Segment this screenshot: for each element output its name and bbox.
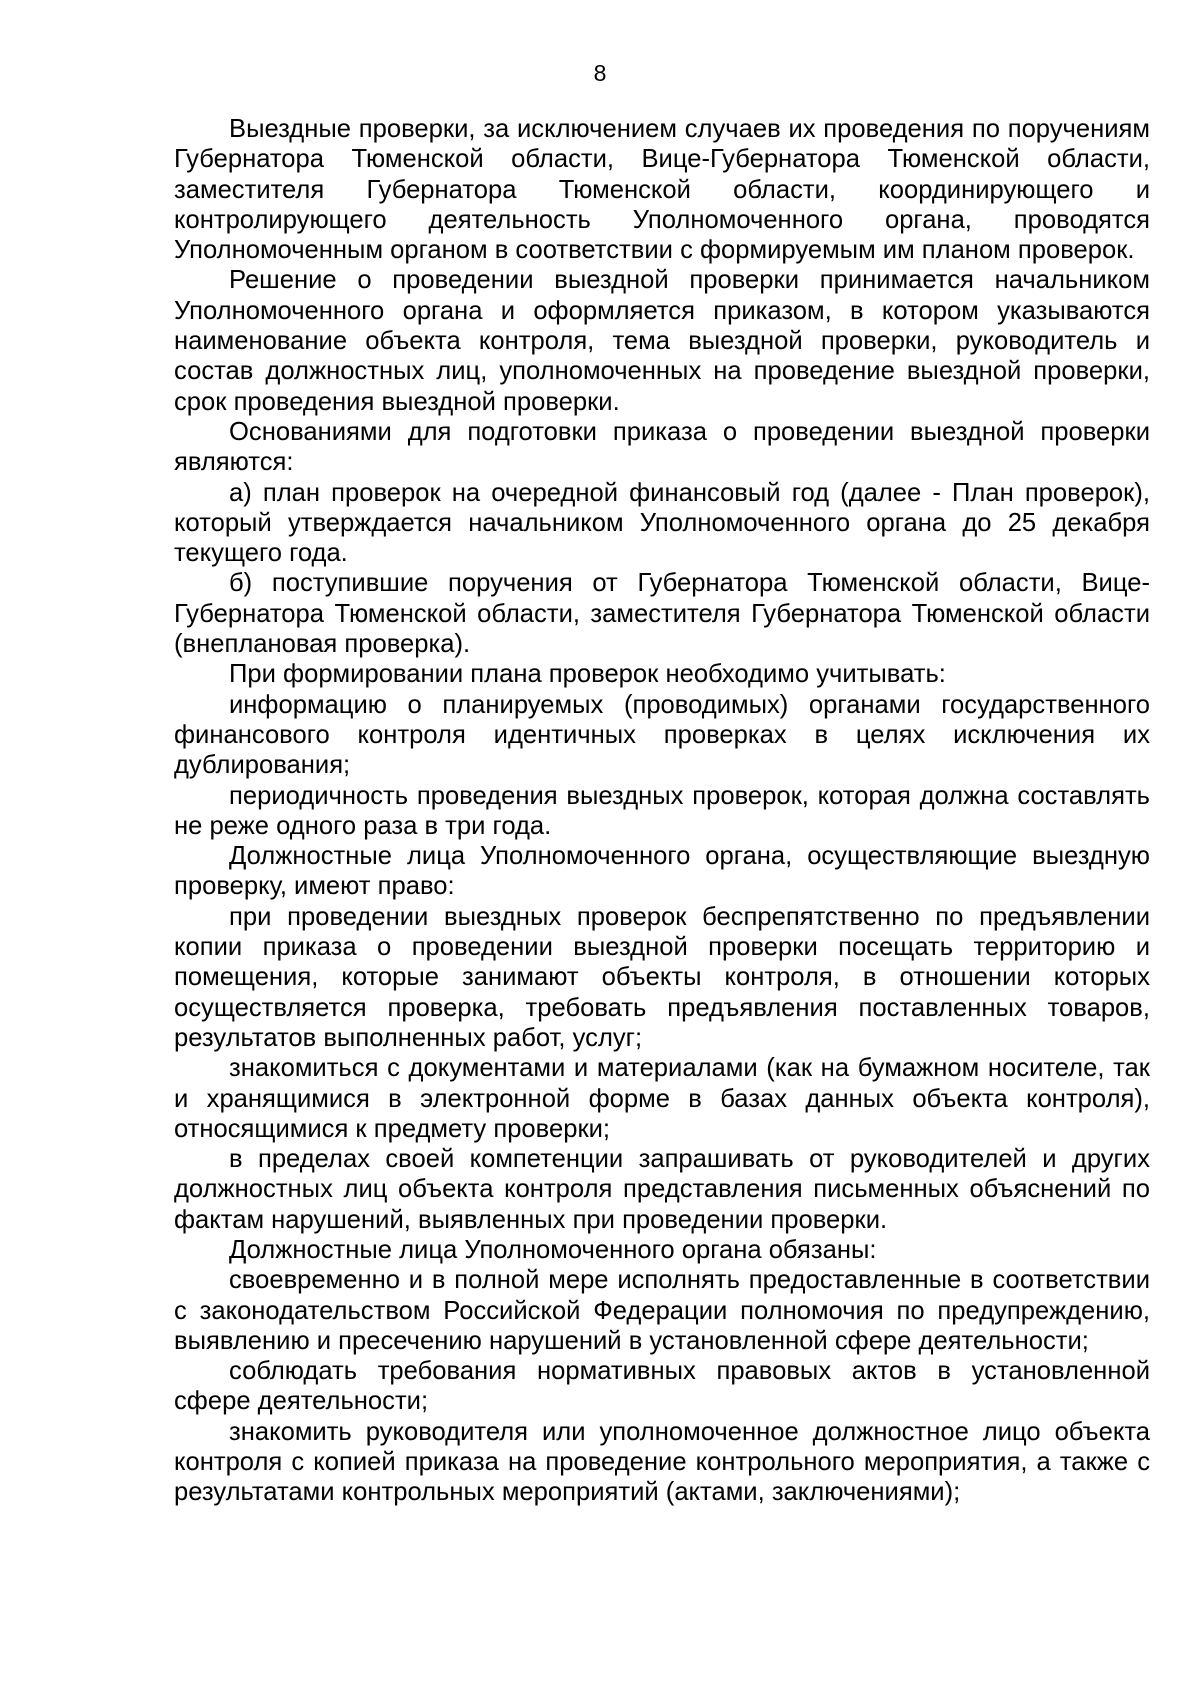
page-number: 8 [593, 60, 607, 86]
paragraph: Основаниями для подготовки приказа о проведении выездной проверки являются: [174, 417, 1150, 477]
paragraph: в пределах своей компетенции запрашивать от руководителей и других должностных лиц объекта контроля представления письменных объяснений по фактам нарушений, выявленных при проведении проверки. [174, 1145, 1150, 1234]
paragraph: соблюдать требования нормативных правовых актов в установленной сфере деятельности; [174, 1357, 1150, 1416]
paragraph: информацию о планируемых (проводимых) органами государственного финансового контроля идентичных проверках в целях исключения их дублирования; [174, 690, 1150, 780]
paragraph: При формировании плана проверок необходимо учитывать: [229, 660, 946, 689]
paragraph: Должностные лица Уполномоченного органа, осуществляющие выездную проверку, имеют право: [174, 842, 1150, 901]
document-body [174, 114, 1150, 1508]
paragraph: б) поступившие поручения от Губернатора Тюменской области, Вице-Губернатора Тюменской области, заместителя Губернатора Тюменской области (внеплановая проверка). [174, 569, 1150, 659]
paragraph: периодичность проведения выездных проверок, которая должна составлять не реже одного раза в три года. [174, 781, 1150, 840]
paragraph: знакомиться с документами и материалами (как на бумажном носителе, так и хранящимися в электронной форме в базах данных объекта контроля), относящимися к предмету проверки; [174, 1054, 1150, 1143]
paragraph: своевременно и в полной мере исполнять предоставленные в соответствии с законодательством Российской Федерации полномочия по предупреждению, выявлению и пресечению нарушений в установленной сфере деятельности; [174, 1266, 1150, 1355]
paragraph: при проведении выездных проверок беспрепятственно по предъявлении копии приказа о проведении выездной проверки посещать территорию и помещения, которые занимают объекты контроля, в отношении которых осуществляется проверка, требовать предъявления поставленных товаров, результатов выполненных работ, услуг; [174, 902, 1150, 1052]
paragraph: Выездные проверки, за исключением случаев их проведения по поручениям Губернатора Тюменской области, Вице-Губернатора Тюменской области, заместителя Губернатора Тюменской области, координирующего и контролирующего деятельность Уполномоченного органа, проводятся Уполномоченным органом в соответствии с формируемым им планом проверок. [174, 115, 1150, 265]
paragraph: знакомить руководителя или уполномоченное должностное лицо объекта контроля с копией приказа на проведение контрольного мероприятия, а также с результатами контрольных мероприятий (актами, заключениями); [174, 1417, 1150, 1507]
paragraph: а) план проверок на очередной финансовый год (далее - План проверок), который утверждается начальником Уполномоченного органа до 25 декабря текущего года. [174, 478, 1150, 568]
paragraph: Должностные лица Уполномоченного органа обязаны: [229, 1235, 877, 1264]
paragraph: Решение о проведении выездной проверки принимается начальником Уполномоченного органа и оформляется приказом, в котором указываются наименование объекта контроля, тема выездной проверки, руководитель и состав должностных лиц, уполномоченных на проведение выездной проверки, срок проведения выездной проверки. [174, 266, 1150, 416]
